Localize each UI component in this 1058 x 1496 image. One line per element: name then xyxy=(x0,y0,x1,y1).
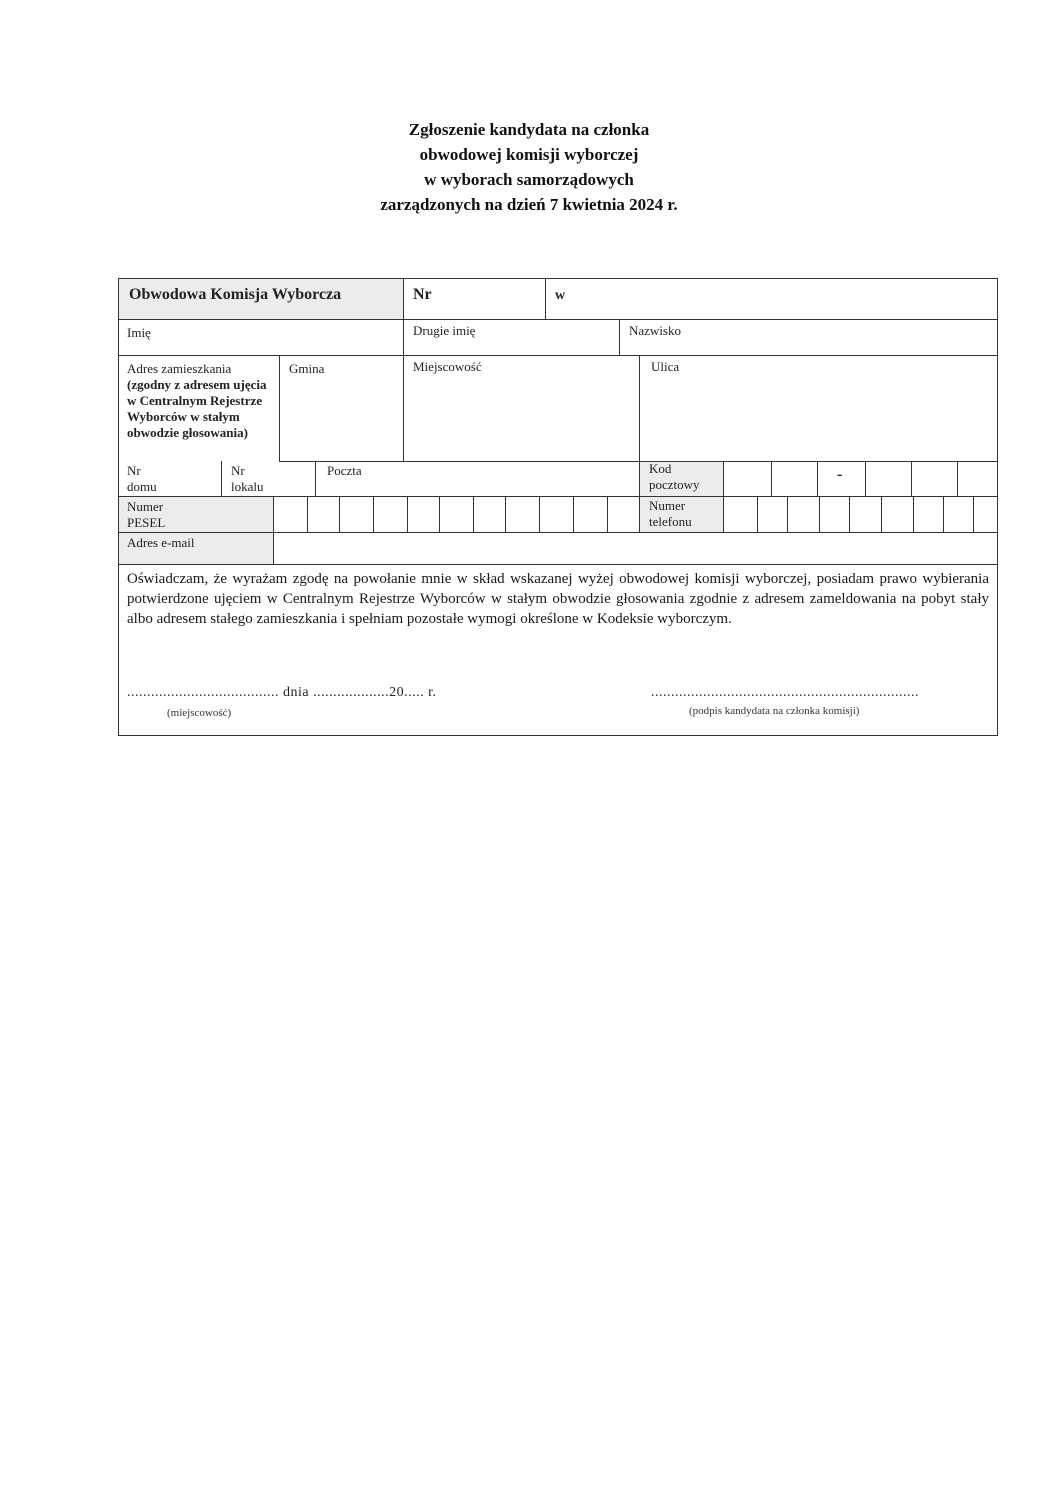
col-divider xyxy=(221,461,222,496)
flat-number-label xyxy=(231,463,264,495)
municipality-field[interactable] xyxy=(281,379,401,459)
middle-name-label: Drugie imię xyxy=(413,323,476,338)
title-line-3: w wyborach samorządowych xyxy=(424,170,634,189)
col-divider xyxy=(619,319,620,355)
first-name-label: Imię xyxy=(127,325,151,340)
col-divider xyxy=(723,496,724,532)
post-office-field[interactable] xyxy=(379,463,637,493)
locality-label: Miejscowość xyxy=(413,359,482,374)
row-divider xyxy=(119,564,997,565)
col-divider xyxy=(639,355,640,461)
house-number-label-line1: Nr xyxy=(127,463,141,478)
row-divider xyxy=(119,496,997,497)
row-divider xyxy=(279,461,997,462)
house-number-field[interactable] xyxy=(159,463,219,493)
row-divider xyxy=(119,355,997,356)
last-name-label: Nazwisko xyxy=(629,323,681,338)
title-line-2: obwodowej komisji wyborczej xyxy=(419,145,639,164)
address-label-block xyxy=(127,361,275,441)
col-divider xyxy=(273,532,274,564)
pesel-label-line2: PESEL xyxy=(127,515,166,530)
first-name-field[interactable] xyxy=(121,339,401,354)
place-date-line[interactable]: ...................................... dnia ...................20..... r. xyxy=(127,685,437,700)
pesel-label-line1: Numer xyxy=(127,499,164,514)
col-divider xyxy=(273,496,274,532)
row-divider xyxy=(119,319,997,320)
phone-label-line2: telefonu xyxy=(649,514,692,529)
pesel-field[interactable] xyxy=(275,498,637,530)
flat-number-label-line1: Nr xyxy=(231,463,245,478)
postal-code-field[interactable] xyxy=(725,463,997,494)
address-label: Adres zamieszkania xyxy=(127,361,232,376)
postal-code-label-line1: Kod xyxy=(649,461,672,476)
col-divider xyxy=(403,279,404,319)
address-note: (zgodny z adresem ujęcia w Centralnym Rejestrze Wyborców w stałym obwodzie głosowania) xyxy=(127,377,267,440)
street-label: Ulica xyxy=(651,359,680,374)
last-name-field[interactable] xyxy=(621,339,995,354)
postal-code-dash: - xyxy=(837,466,843,483)
middle-name-field[interactable] xyxy=(405,339,617,354)
row-divider xyxy=(119,532,997,533)
commission-location-field[interactable] xyxy=(571,281,995,317)
col-divider xyxy=(639,496,640,532)
col-divider xyxy=(403,355,404,461)
pesel-label xyxy=(127,499,165,531)
post-office-label: Poczta xyxy=(327,463,362,478)
col-divider xyxy=(723,461,724,496)
house-number-label-line2: domu xyxy=(127,479,157,494)
nr-label: Nr xyxy=(413,286,432,303)
col-divider xyxy=(639,461,640,496)
locality-field[interactable] xyxy=(405,379,637,459)
col-divider xyxy=(403,319,404,355)
title-line-1: Zgłoszenie kandydata na członka xyxy=(408,120,650,139)
application-form xyxy=(118,278,998,736)
street-field[interactable] xyxy=(641,379,995,459)
place-caption: (miejscowość) xyxy=(167,707,232,719)
phone-label xyxy=(649,498,692,530)
title-line-4: zarządzonych na dzień 7 kwietnia 2024 r. xyxy=(380,195,678,214)
col-divider xyxy=(315,461,316,496)
signature-caption: (podpis kandydata na członka komisji) xyxy=(689,705,860,717)
postal-code-label-line2: pocztowy xyxy=(649,477,700,492)
house-number-label xyxy=(127,463,157,495)
col-divider xyxy=(279,355,280,461)
col-divider xyxy=(545,279,546,319)
phone-label-line1: Numer xyxy=(649,498,686,513)
document-title xyxy=(0,117,1058,217)
email-label: Adres e-mail xyxy=(127,535,195,550)
flat-number-label-line2: lokalu xyxy=(231,479,264,494)
email-field[interactable] xyxy=(275,534,995,562)
signature-line[interactable]: ................................................................... xyxy=(651,685,919,700)
phone-field[interactable] xyxy=(725,498,997,530)
commission-number-field[interactable] xyxy=(433,281,543,317)
declaration-text: Oświadczam, że wyrażam zgodę na powołanie mnie w skład wskazanej wyżej obwodowej komisji wyborczej, posiadam prawo wybierania potwierdzone ujęciem w Centralnym Rejestrze Wyborców w stałym obwodzie głosowania zgodnie z adresem zameldowania na pobyt stały albo adresem stałego zamieszkania i spełniam pozostałe wymogi określone w Kodeksie wyborczym. xyxy=(127,571,989,627)
w-label: w xyxy=(555,288,566,303)
municipality-label: Gmina xyxy=(289,361,325,376)
postal-code-label xyxy=(649,461,700,493)
commission-label: Obwodowa Komisja Wyborcza xyxy=(129,286,342,303)
flat-number-field[interactable] xyxy=(269,463,313,493)
